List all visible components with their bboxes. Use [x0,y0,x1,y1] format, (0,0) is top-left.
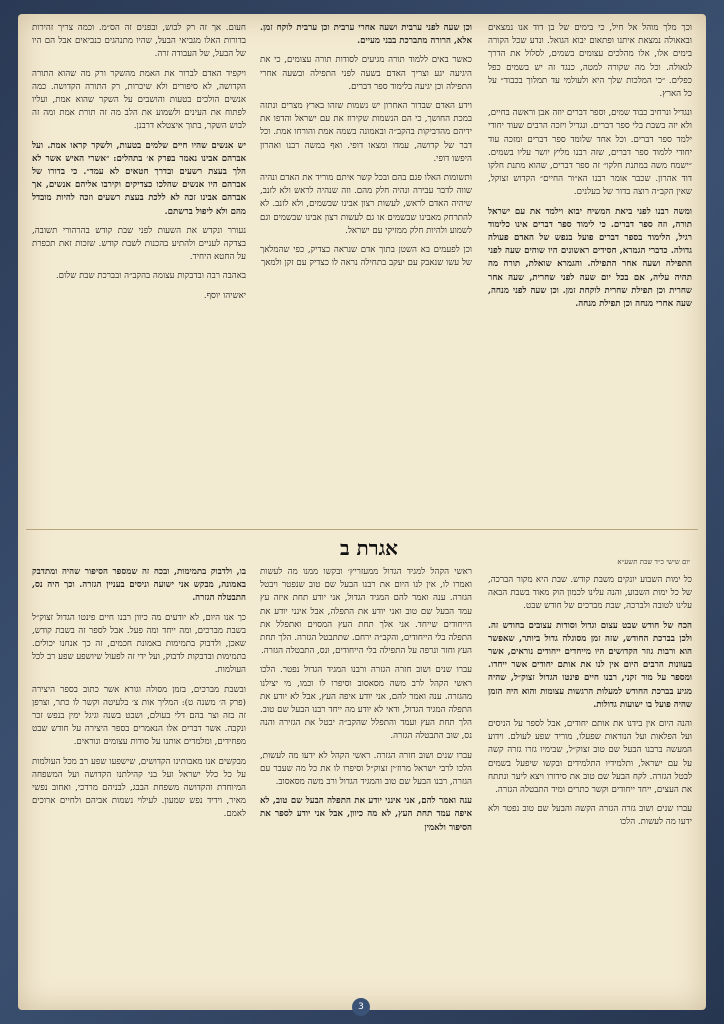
paragraph: יש אנשים שהיו חיים שלמים בטעות, ולשקר קראו אמת. ועל אברהם אבינו נאמר בפרק א׳ בתהלים: ״אשרי האיש אשר לא הלך בעצת רשעים ובדרך חטאים לא עמד״. כי בדורו של אברהם היו אנשים שהלכו כצדיקים וקירבו אליהם אנשים, אך אברהם אבינו זכה לא ללכת בעצת רשעים וזכה להיות מובדל מהם ולא ליפול ברשתם. [32,140,246,217]
paragraph: ובשבת מברכים, בזמן מסולה וגורא אשר כתוב בספר היצירה (פרק ה׳ משנה ט): המליך אות צ׳ בלעיטה וקשר לו כתר, וצרפן זה בזה וצר בהם דלי בעולם, ושבט בשנה וגיגל ימין בנפש זכר ונקבה. אשר דברים אלו הנאמרים בספר היצירה על חודש שבט מפחידים, ומלמדים אותנו על סודות עצומים ונוראים. [32,684,246,748]
top-middle-column [260,22,472,522]
paragraph: עברו שנים ושוב גזרה הגזרה הקשה והבעל שם טוב נפטר ולא ידעו מה לעשות. הלכו [488,804,692,828]
paragraph: בו, ולדבוק בתמימות, ובכח זה שמספר הסיפור שהיה ומתדבק באמונה, מבקש אני ישועה וניסים בעניין הגזרה. וכך היה נס, התבטלה הגזרה. [32,567,246,604]
paragraph: הכח של חודש שבט עצום וגדול וסודות עצובים בחודש זה. ולכן בברכת החודש, שזה זמן מסוגלה גדול ביותר, שאפשר הוא ורבות גוזר הקדושים היו מייחדים ייחודים נוראים, אשר בעוונות הרבים היום אין לנו את אותם יחודים אשר ייחדו. ומספר על מור זקני, רבנו חיים פינטו הגדול זצוק״ל, שהיה מגיע בברכת החודש למעלות הרגשות עצומות והוא היה הזמן שהיה פועל בו ישועות גדולות. [488,620,692,710]
paragraph: והנה היום אין בידנו את אותם יחודים, אבל לספר על הניסים ועל הפלאות ועל הנוראות שפעלו, מוריד שפע לעולם. וידוע המעשה ברבנו הבעל שם טוב זצוק״ל, שבימיו גזרו גזרה קשה על עם ישראל, ותלמידיו התלמידים ובקשו שיפעל בשמים לבטל הגזרה. לקח הבעל שם טוב את סידורו ויצא ליער ונתתח את העצים, ייחד ייחודים וקשר כתרים ומיד התבטלה הגזרה. [488,719,692,796]
paragraph: חעום. אך זה רק לבוש, ובפנים זה הס״מ. וכמה צריך זהירות בדורות האלו מגביאי הבעל, שהיו מתנהגים כנביאים אבל הם היו של הבעל, של העבודה זרה. [32,23,246,60]
paragraph: ראשי הקהל למגיד הגדול ממעזריץ׳ ובקשו ממנו מה לעשות ואמרו לו, אין לנו היום את רבנו הבעל שם טוב שנפטר ויבטל הגזרה. ענה ואמר להם המגיד הגדול, אני יודע תחת איזה עץ עמד הבעל שם טוב ואני יודע את התפלה, אבל אינני יודע את הייחודים שייחד. אני אלך תחת העץ המסוים ואתפלל את התפלה בלי הייחודים, והקב״ה ירחם. שתתבטל הגזרה. הלך תחת העץ וחזר ונרפה על התפילה בלי הייחודים, ונס, התבטלה הגזרה. [260,567,472,657]
paragraph: באהבה רבה ובדבקות עצומה בהקב״ה ובברכת שבת שלום. [55,271,246,282]
paragraph: כאשר באים ללמוד תורה מגיעים לסודות תורה עצומים, כי את היגיעה יגע וצריך האדם בשעה לפני התפילה ובשעה אחרי התפילה וכן יגיעה בלימוד ספר דברים. [260,55,472,92]
paragraph: ותשומות האלו פגם בהם ובכל קשר איתם מוריד את האדם ונהיה שווה לדבר עבירה ונהיה חלק מהם. וזה שנהיה לראש ולא לזנב, שיהיה האדם לראש, לעשות רצון אבינו שבשמים, ולא לזנב. לא להתרחק מאבינו שבשמים או גם לעשות רצון אבינו שבשמים וגם לשמוע ולהיות חלק ממזיקי עם ישראל. [260,173,472,236]
paragraph: עברו שנים ושוב חזרה הגזרה ורבנו המגיד הגדול נפטר. הלכו ראשי הקהל לרב משה מסאסוב וסיפרו לו וכמו, מי יצילנו מהגזרה. ענה ואמר להם, אני יודע איפה העץ, אבל לא יודע את התפלה המגיד הגדול, ודאי לא יודע מה ייחד רבנו הבעל שם טוב. הלך תחת העץ ועמד והתפלל שהקב״ה יבטל את הגזירה והנה נס, שוב התבטלה הגזרה. [260,665,472,742]
paragraph: וידע האדם שבדור האחרון יש נשמות שזהו בארץ מצרים ונתזה במכת החושך, כי הם הנשמות שקירוז את עם ישראל והדפו את ידיהם מהדביקות בהקב״ה ובאמונה בשמה אמת והורחו אמת. וכל דבר של קדושה, עמדו ומצאו דופי. ואף במשה רבנו ואהרון היפשו דופי. [260,101,472,164]
paragraph: כך אנו היום, לא יודעים מה כיוון רבנו חיים פינטו הגדול זצוק״ל בשבת מברכים, ומה ייחד ומה פעל. אבל לספר זה בשבת קודש, שאכן, ולדבוק בתמימות באמונת חכמים, זה כך אנחנו יכולים. בתמימות ובדבקות לדבוק, ועל ידי זה לפעול שיושפע שפע רב לכל העולמות. [32,612,246,676]
paragraph: וכך מלך מוהל אל חיל, כי בימים של בן דוד אנו נמצאים ובאאולה נמצאת איתנו ופתאום יבוא הגואל. ונדע שכל הקורה בימים אלו, אלו מהלכים עצומים בשמים, לסלול את הדרך לגאולה. וכל מה שקורה למטה, כנגד זה יש בשמים כפל כפלים. ״כי המלכות שלך היא ולעולמי עד תמלוך בכבוד״ על כל הארץ. [488,23,692,100]
paragraph: נעורר ונקדש את השעות לפני שבת קודש בהרהורי תשובה, בצדקה לעניים ולהתיע בהכנות לשבת קודש. שזכות זאת תכפרת על החטא היחיד. [32,225,246,263]
paragraph: ענה ואמר להם, אני אינני יודע את התפלה הבעל שם טוב, לא איפה עמד תחת העץ, לא מה כיוון, אבל אני יודע לספר את הסיפור ולאמין [260,796,472,833]
paragraph: עברו שנים ושוב חזרה הגזרה. ראשי הקהל לא ידעו מה לעשות, הלכו לרבי ישראל מרוז׳ין זצוק״ל וסיפרו לו את כל מה שעבר עם הגזרה, רבנו הבעל שם טוב והמגיד הגדול ורב משה מסאסוב. [260,750,472,788]
page-number: 3 [352,998,370,1016]
paragraph: ויקפיד האדם לברור את האמת מהשקר ורק מה שהוא התורה הקדושה, לא סיפורים ולא שיכרות, רק התורה הקדושה. כמה אנשים הולכים בטעות והושבים על השקר שהוא אמת, ועליו לפתוח את העינים ולשמוע את הלב מה זה תורת אמת ומה זה לבוש השקר, בתוך איצטלא דרבנן. [32,68,246,132]
paragraph: ומשה רבנו לפני ביאת המשיח יבוא וילמד את עם ישראל תורה, וזה ספר דברים. כי לימוד ספר דברים אינו כלימוד רגיל, הלימוד בספר דברים פועל בנפש של האדם פעולה גדולה. כדברי הגמרא, חסידים ראשונים היו שוהים שעה לפני התפילה ושעה אחר התפילה. והגמרא שואלת, תורה מה תהיה עליה, אם בכל יום שעה לפני שחרית, שעה אחר שחרית וכן תפילת שחרית לוקחת זמן. וכן שעה לפני מנחה, שעה אחרי מנחה וכן תפילת מנחה. [488,206,692,310]
paragraph: וכן שעה לפני ערבית ושעה אחרי ערבית וכן ערבית לוקח זמן. אלא, הרורה מתברכת בבני מעיים. [260,23,472,47]
paragraph: ונגדיל ונרחיב כבוד שמים, וספר דברים יוזה אבן וראשה בחיים, ולא יזה בשבת בלי ספר דברים. ונגדיל ויזכה הרבים שעוד יחודי ילמד ספר דברים. וכל אחד שלומד ספר דברים ומזכה עוד יחודי ללמוד ספר דברים, שזה רבנו מליץ יושר עליו בשמים. ״ישמח משה במתנת חלקו״ זה ספר דברים, שהוא מתנת חלקו דוד אהרון. שכבר אומר רבנו הא״ור החיים״ הקדוש זצוקל, שאין הקב״ה רוצה בדור של בעלנים. [488,108,692,198]
letter-title: אגרת ב [339,536,399,560]
newsletter-page [18,14,706,1010]
paragraph: מבקשים אנו מאבותינו הקדושים, שישפעו שפע רב מכל העולמות על כל כלל ישראל ועל בני קהילתנו הקדושה ועל המשפחה המיוחדת והקדושה משפחת הבבג, לבניהם מרדכי, ואחוב נפשי מאיר, וידיד נפש שמעון. לעילוי נשמות אביהם ולחיים ארוכים לאמם. [32,756,246,820]
letter-date: יום שישי כ״ד שבת תשע״א [617,558,690,566]
bottom-right-column [488,574,692,1002]
paragraph: יאשיהו יוסף. [203,290,246,301]
bottom-middle-column [260,566,472,1002]
paragraph: כל ימות השבוע יונקים משבת קודש. שבת היא מקור הברכה, של כל ימות השבוע, והנה עלינו לכמון הוק מאוד בשבת הבאה עלינו לטובה ולברכה, שבת מברכים של חודש שבט. [488,575,692,612]
section-divider [26,529,698,530]
top-left-column [32,22,246,522]
paragraph: וכן לפעמים בא השטן בתוך אדם שנראה כצדיק, כפי שהמלאך של עשו שנאבק עם יעקב בתחילה נראה לו כצדיק עם זקן ולמאך [260,245,472,269]
top-right-column [488,22,692,522]
bottom-left-column [32,566,246,1002]
